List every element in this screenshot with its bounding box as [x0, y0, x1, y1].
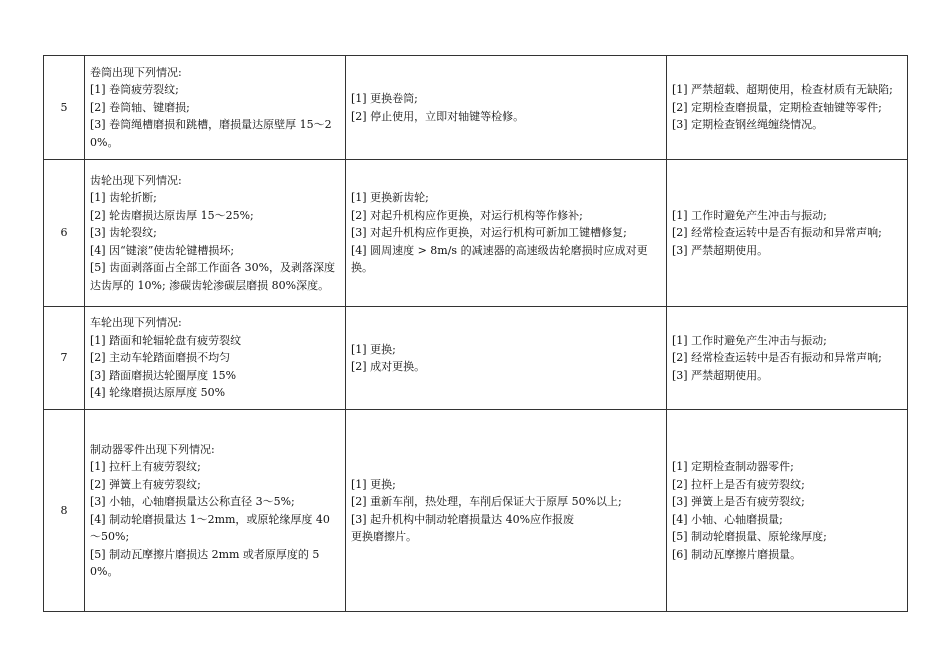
prevention-cell [667, 410, 908, 612]
cell-line: [3] 对起升机构应作更换，对运行机构可新加工键槽修复; [351, 226, 627, 240]
prevention-cell [667, 160, 908, 307]
cell-line: 卷筒出现下列情况: [90, 65, 182, 79]
cell-line: [3] 卷筒绳槽磨损和跳槽，磨损量达原壁厚 15～20%。 [90, 118, 332, 149]
cell-line: [3] 踏面磨损达轮圈厚度 15% [90, 368, 237, 382]
cell-line: [4] 制动轮磨损量达 1～2mm，或原轮缘厚度 40～50%; [90, 512, 330, 543]
cell-line: [1] 严禁超载、超期使用，检查材质有无缺陷; [672, 83, 893, 97]
cell-line: [2] 弹簧上有疲劳裂纹; [90, 477, 201, 491]
cell-line: [1] 卷筒疲劳裂纹; [90, 83, 179, 97]
cell-line: [1] 更换卷筒; [351, 92, 418, 105]
cell-line: [1] 更换新齿轮; [351, 191, 429, 205]
cell-line: [2] 重新车削，热处理，车削后保证大于原厚 50%以上; [351, 495, 622, 508]
cell-line: [1] 齿轮折断; [90, 191, 157, 205]
cell-line: [1] 更换; [351, 342, 396, 356]
cell-line: [1] 踏面和轮辐轮盘有疲劳裂纹 [90, 333, 242, 347]
cell-line: [5] 制动瓦摩擦片磨损达 2mm 或者原厚度的 50%。 [90, 547, 320, 578]
fault-condition-cell [85, 307, 346, 410]
cell-line: [6] 制动瓦摩擦片磨损量。 [672, 547, 802, 561]
cell-line: [1] 工作时避免产生冲击与振动; [672, 333, 827, 347]
cell-line: [5] 齿面剥落面占全部工作面各 30%，及剥落深度达齿厚的 10%; 渗碳齿轮渗碳层磨损 80%深度。 [90, 261, 336, 292]
cell-line: [4] 轮缘磨损达原厚度 50% [90, 386, 226, 400]
cell-line: [2] 对起升机构应作更换，对运行机构等作修补; [351, 208, 583, 222]
cell-line: [2] 定期检查磨损量，定期检查轴键等零件; [672, 100, 882, 114]
cell-line: [4] 因“键滚”使齿轮键槽损坏; [90, 243, 235, 257]
cell-line: [3] 定期检查钢丝绳缠绕情况。 [672, 118, 824, 132]
cell-line: [1] 工作时避免产生冲击与振动; [672, 208, 827, 222]
row-number: 6 [44, 160, 85, 307]
cell-line: [5] 制动轮磨损量、原轮缘厚度; [672, 530, 827, 543]
cell-line: [3] 齿轮裂纹; [90, 226, 157, 240]
cell-line: [2] 经常检查运转中是否有振动和异常声响; [672, 226, 882, 240]
table-row [44, 307, 908, 410]
cell-line: [2] 卷筒轴、键磨损; [90, 100, 190, 114]
fault-condition-cell [85, 56, 346, 160]
treatment-method-cell [346, 56, 667, 160]
treatment-method-cell [346, 307, 667, 410]
cell-line: [1] 更换; [351, 477, 396, 491]
prevention-cell [667, 307, 908, 410]
cell-line: [3] 起升机构中制动轮磨损量达 40%应作报废 [351, 512, 575, 526]
row-number: 5 [44, 56, 85, 160]
row-number: 8 [44, 410, 85, 612]
fault-condition-cell [85, 410, 346, 612]
cell-line: [2] 成对更换。 [351, 360, 426, 373]
table-row [44, 160, 908, 307]
row-number: 7 [44, 307, 85, 410]
maintenance-table [43, 55, 908, 612]
cell-line: [4] 圆周速度 > 8m/s 的减速器的高速级齿轮磨损时应成对更换。 [351, 243, 648, 275]
cell-line: [2] 经常检查运转中是否有振动和异常声响; [672, 351, 882, 365]
cell-line: [3] 小轴，心轴磨损量达公称直径 3～5%; [90, 495, 295, 508]
cell-line: 车轮出现下列情况: [90, 316, 182, 330]
table-row [44, 56, 908, 160]
cell-line: [4] 小轴、心轴磨损量; [672, 512, 783, 526]
cell-line: [2] 轮齿磨损达原齿厚 15～25%; [90, 208, 254, 222]
cell-line: [3] 严禁超期使用。 [672, 368, 769, 382]
table-row [44, 410, 908, 612]
cell-line: [1] 定期检查制动器零件; [672, 460, 794, 473]
prevention-cell [667, 56, 908, 160]
cell-line: [2] 停止使用，立即对轴键等检修。 [351, 109, 525, 123]
cell-line: [3] 弹簧上是否有疲劳裂纹; [672, 495, 805, 508]
cell-line: [2] 主动车轮踏面磨损不均匀 [90, 351, 231, 365]
cell-line: [2] 拉杆上是否有疲劳裂纹; [672, 477, 805, 491]
treatment-method-cell [346, 160, 667, 307]
cell-line: 更换磨擦片。 [351, 530, 417, 543]
cell-line: 齿轮出现下列情况: [90, 173, 182, 187]
cell-line: [3] 严禁超期使用。 [672, 243, 769, 257]
cell-line: [1] 拉杆上有疲劳裂纹; [90, 460, 201, 473]
treatment-method-cell [346, 410, 667, 612]
fault-condition-cell [85, 160, 346, 307]
cell-line: 制动器零件出现下列情况: [90, 442, 215, 456]
